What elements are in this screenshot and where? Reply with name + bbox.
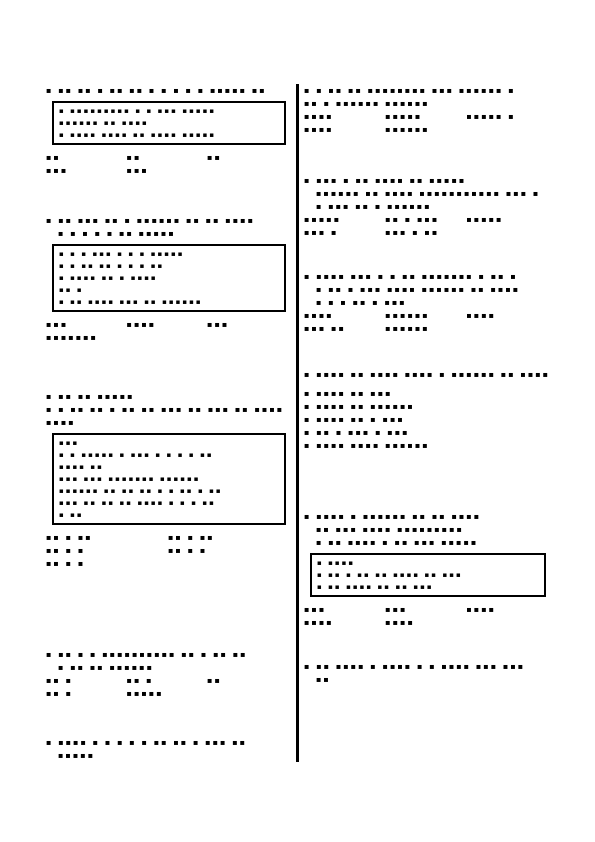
question-stem: ▪ ▪▪ ▪▪ ▪▪▪▪▪▪ (58, 663, 154, 672)
answer-option[interactable]: ▪▪▪▪▪▪ (385, 324, 430, 333)
answer-option[interactable]: ▪▪▪ ▪ (304, 228, 339, 237)
question-box (310, 553, 546, 597)
question-3 (46, 390, 290, 570)
box-line: ▪ ▪▪ ▪▪▪▪ ▪▪▪ ▪▪ ▪▪▪▪▪▪ (59, 298, 203, 306)
answer-option[interactable]: ▪▪▪ (385, 605, 408, 614)
question-stem: ▪ ▪▪▪▪ ▪▪ ▪▪▪▪ ▪▪▪▪ ▪ ▪▪▪▪▪▪ ▪▪ ▪▪▪▪ (304, 370, 550, 379)
box-line: ▪▪ ▪ (59, 286, 84, 294)
box-line: ▪ ▪ ▪ ▪▪▪ ▪ ▪ ▪ ▪▪▪▪▪ (59, 250, 185, 258)
box-line: ▪▪▪ ▪▪▪ ▪▪▪▪▪▪▪ ▪▪▪▪▪▪ (59, 475, 201, 483)
answer-option[interactable]: ▪▪▪▪▪▪▪ (46, 333, 98, 342)
answer-options (46, 151, 290, 177)
list-item[interactable]: ▪ ▪▪▪▪ ▪▪ ▪▪▪ (304, 389, 393, 398)
answer-options (304, 213, 550, 239)
question-8 (304, 270, 550, 335)
box-line: ▪▪▪ ▪▪ ▪▪ ▪▪ ▪▪▪▪ ▪ ▪ ▪ ▪▪ (59, 499, 216, 507)
question-stem: ▪ ▪▪ ▪▪▪▪ ▪ ▪▪ ▪▪▪ ▪▪▪▪▪ (316, 538, 479, 547)
answer-option[interactable]: ▪▪▪▪▪ (304, 215, 342, 224)
box-line: ▪▪▪▪▪▪ ▪▪ ▪▪▪▪ (59, 119, 149, 127)
question-stem: ▪ ▪▪ ▪ ▪ ▪▪▪▪▪▪▪▪▪▪ ▪▪ ▪ ▪▪ ▪▪ (46, 650, 248, 659)
answer-option[interactable]: ▪▪▪▪▪ ▪ (466, 112, 516, 121)
answer-option[interactable]: ▪▪▪▪ (126, 320, 157, 329)
question-stem: ▪ ▪▪▪ ▪▪ ▪ ▪▪▪▪▪▪ (316, 202, 432, 211)
question-stem: ▪▪ (316, 675, 331, 684)
list-item[interactable]: ▪ ▪▪▪▪ ▪▪▪▪ ▪▪▪▪▪▪ (304, 441, 430, 450)
answer-option[interactable]: ▪▪▪▪ (466, 605, 497, 614)
answer-options (46, 674, 290, 700)
box-line: ▪ ▪▪▪▪▪▪▪▪▪ ▪ ▪ ▪▪▪ ▪▪▪▪▪ (59, 107, 217, 115)
question-stem: ▪ ▪ ▪▪ ▪▪ ▪ ▪▪ ▪▪ ▪▪▪ ▪▪ ▪▪▪ ▪▪ ▪▪▪▪ (46, 405, 285, 414)
question-4 (46, 648, 290, 700)
answer-option[interactable]: ▪▪▪ ▪ ▪▪ (385, 228, 440, 237)
answer-option[interactable]: ▪▪ ▪ ▪▪ (168, 533, 215, 542)
question-stem: ▪ ▪▪▪▪ ▪ ▪ ▪ ▪ ▪ ▪▪ ▪▪ ▪ ▪▪▪ ▪▪ (46, 738, 248, 747)
answer-option[interactable]: ▪▪ ▪ (126, 676, 154, 685)
answer-option[interactable]: ▪▪▪▪▪▪ (385, 311, 430, 320)
question-box (52, 101, 286, 145)
question-9 (304, 368, 550, 452)
answer-option[interactable]: ▪▪▪▪▪ (385, 112, 423, 121)
question-box (52, 244, 286, 312)
answer-options (46, 531, 290, 570)
box-line: ▪ ▪▪▪▪ ▪▪▪▪ ▪▪ ▪▪▪▪ ▪▪▪▪▪ (59, 131, 217, 139)
question-stem: ▪▪▪▪▪▪ ▪▪ ▪▪▪▪ ▪▪▪▪▪▪▪▪▪▪▪ ▪▪▪ ▪ (316, 189, 541, 198)
box-line: ▪ ▪ ▪▪ ▪▪ ▪ ▪ ▪ ▪▪ (59, 262, 165, 270)
column-divider (296, 84, 299, 762)
question-stem: ▪ ▪ ▪ ▪▪ ▪ ▪▪▪ (316, 298, 407, 307)
question-stem: ▪▪ ▪▪▪ ▪▪▪▪ ▪▪▪▪▪▪▪▪▪ (316, 525, 464, 534)
list-item[interactable]: ▪ ▪▪▪▪ ▪▪ ▪ ▪▪▪ (304, 415, 405, 424)
answer-option[interactable]: ▪▪▪▪ (385, 618, 415, 627)
question-stem: ▪▪ ▪ ▪▪▪▪▪▪ ▪▪▪▪▪▪ (304, 99, 430, 108)
question-stem: ▪ ▪▪▪ ▪ ▪▪ ▪▪▪▪ ▪▪ ▪▪▪▪▪ (304, 176, 467, 185)
answer-option[interactable]: ▪▪ (46, 153, 61, 162)
question-stem: ▪ ▪ ▪ ▪ ▪ ▪▪ ▪▪▪▪▪ (58, 229, 176, 238)
answer-option[interactable]: ▪▪ ▪ ▪ (168, 546, 208, 555)
answer-option[interactable]: ▪▪▪ (207, 320, 230, 329)
answer-option[interactable]: ▪▪ (207, 676, 222, 685)
answer-option[interactable]: ▪▪▪ (304, 605, 327, 614)
answer-option[interactable]: ▪▪ ▪ ▪▪▪ (385, 215, 440, 224)
question-stem: ▪ ▪▪▪▪ ▪▪▪ ▪ ▪ ▪▪ ▪▪▪▪▪▪▪ ▪ ▪▪ ▪ (304, 272, 518, 281)
answer-option[interactable]: ▪▪▪ (126, 166, 149, 175)
answer-option[interactable]: ▪▪▪▪ (466, 311, 497, 320)
answer-option[interactable]: ▪▪ ▪ (46, 676, 74, 685)
answer-options (46, 318, 290, 344)
list-item[interactable]: ▪ ▪▪ ▪ ▪▪▪ ▪ ▪▪▪ (304, 428, 410, 437)
question-6 (304, 84, 550, 136)
answer-option[interactable]: ▪▪▪▪ (304, 112, 334, 121)
answer-options (304, 603, 550, 629)
answer-option[interactable]: ▪▪ (126, 153, 142, 162)
question-1 (46, 84, 290, 177)
question-stem: ▪ ▪▪ ▪ ▪▪▪ ▪▪▪▪ ▪▪▪▪▪▪ ▪▪ ▪▪▪▪ (316, 285, 521, 294)
answer-option[interactable]: ▪▪▪▪ (304, 125, 334, 134)
question-stem: ▪ ▪ ▪▪ ▪▪ ▪▪▪▪▪▪▪▪ ▪▪▪ ▪▪▪▪▪▪ ▪ (304, 86, 516, 95)
question-stem: ▪ ▪▪ ▪▪ ▪ ▪▪ ▪▪ ▪ ▪ ▪ ▪ ▪ ▪▪▪▪▪ ▪▪ (46, 86, 267, 95)
box-line: ▪▪▪ (59, 439, 80, 447)
box-line: ▪ ▪▪ ▪ ▪▪ ▪▪ ▪▪▪▪ ▪▪ ▪▪▪ (317, 571, 463, 579)
box-line: ▪ ▪▪▪▪ (317, 559, 356, 567)
question-stem: ▪ ▪▪▪▪ ▪ ▪▪▪▪▪▪ ▪▪ ▪▪ ▪▪▪▪ (304, 512, 482, 521)
answer-option[interactable]: ▪▪▪▪ (304, 311, 334, 320)
box-line: ▪ ▪▪▪▪ ▪▪ ▪ ▪▪▪▪ (59, 274, 158, 282)
answer-option[interactable]: ▪▪▪▪▪ (466, 215, 504, 224)
answer-option[interactable]: ▪▪▪▪▪ (126, 689, 164, 698)
answer-option[interactable]: ▪▪▪ (46, 320, 69, 329)
question-2 (46, 214, 290, 344)
list-item[interactable]: ▪ ▪▪▪▪ ▪▪ ▪▪▪▪▪▪ (304, 402, 415, 411)
answer-option[interactable]: ▪▪ ▪ ▪ (46, 559, 86, 568)
question-stem: ▪▪▪▪ (46, 418, 76, 427)
answer-options (304, 309, 550, 335)
question-7 (304, 174, 550, 239)
answer-option[interactable]: ▪▪ ▪ ▪ (46, 546, 86, 555)
question-5 (46, 736, 290, 762)
answer-option[interactable]: ▪▪▪▪▪▪ (385, 125, 430, 134)
answer-option[interactable]: ▪▪ (207, 153, 222, 162)
answer-option[interactable]: ▪▪ ▪ ▪▪ (46, 533, 93, 542)
box-line: ▪ ▪▪ (59, 511, 84, 519)
box-line: ▪ ▪ ▪▪▪▪▪ ▪ ▪▪▪ ▪ ▪ ▪ ▪ ▪▪ (59, 451, 214, 459)
question-11 (304, 660, 550, 686)
answer-option[interactable]: ▪▪▪ ▪▪ (304, 324, 346, 333)
answer-options (304, 110, 550, 136)
answer-option[interactable]: ▪▪ ▪ (46, 689, 74, 698)
box-line: ▪ ▪▪ ▪▪▪▪ ▪▪ ▪▪ ▪▪▪ (317, 583, 434, 591)
answer-option[interactable]: ▪▪▪▪ (304, 618, 334, 627)
question-stem: ▪ ▪▪ ▪▪▪ ▪▪ ▪ ▪▪▪▪▪▪ ▪▪ ▪▪ ▪▪▪▪ (46, 216, 255, 225)
question-stem: ▪ ▪▪ ▪▪▪▪ ▪ ▪▪▪▪ ▪ ▪ ▪▪▪▪ ▪▪▪ ▪▪▪ (304, 662, 526, 671)
question-10 (304, 510, 550, 629)
question-stem: ▪ ▪▪ ▪▪ ▪▪▪▪▪ (46, 392, 135, 401)
answer-option[interactable]: ▪▪▪ (46, 166, 69, 175)
question-stem: ▪▪▪▪▪ (58, 751, 96, 760)
box-line: ▪▪▪▪ ▪▪ (59, 463, 104, 471)
question-box (52, 433, 286, 525)
box-line: ▪▪▪▪▪▪ ▪▪ ▪▪ ▪▪ ▪ ▪ ▪▪ ▪ ▪▪ (59, 487, 223, 495)
